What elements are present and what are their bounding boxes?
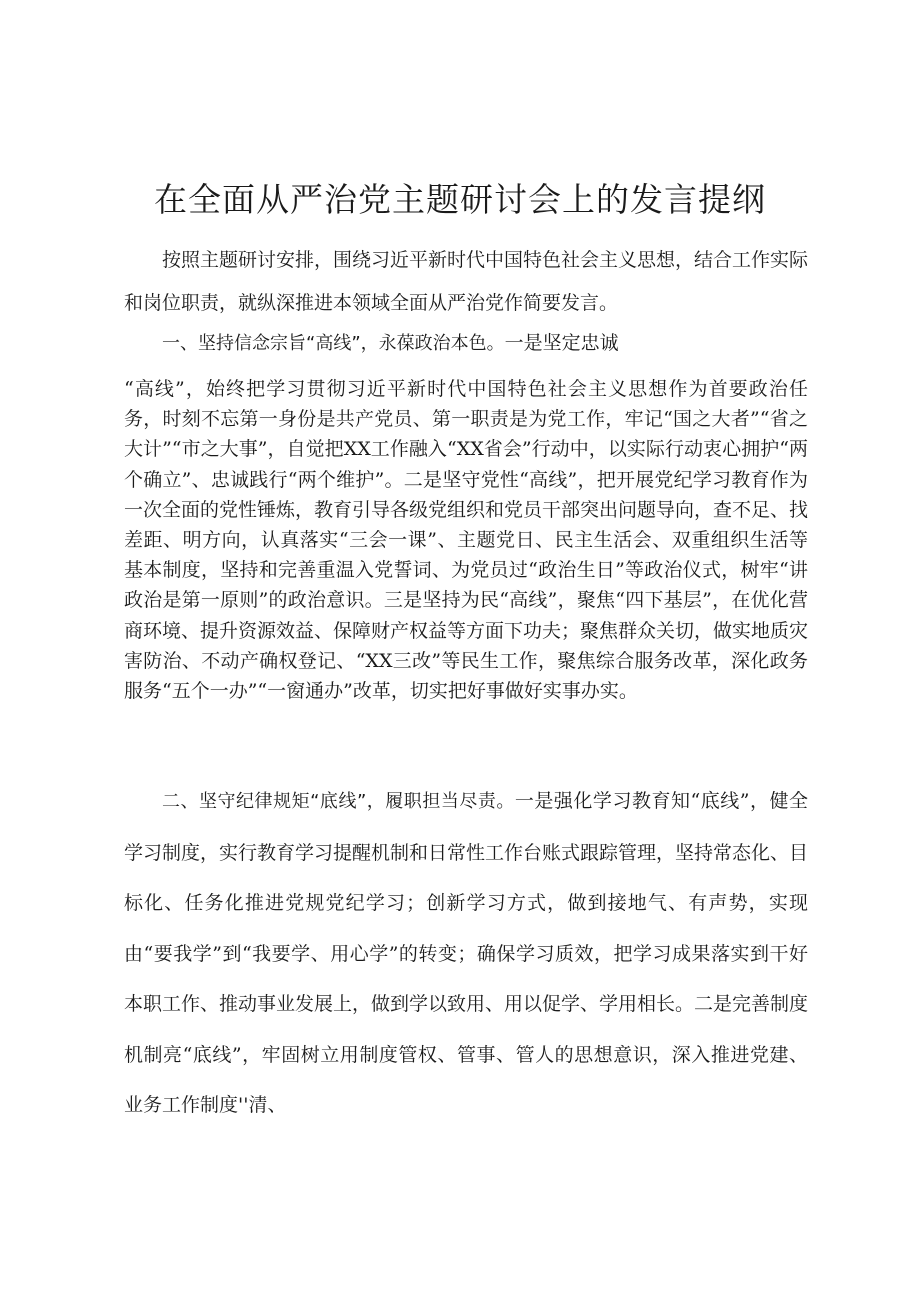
section2-paragraph <box>124 776 808 1131</box>
section2-body: 一是强化学习教育知“底线”，健全学习制度，实行教育学习提醒机制和日常性工作台账式跟踪管理，坚持常态化、目标化、任务化推进党规党纪学习；创新学习方式，做到接地气、有声势，实现由“要我学”到“我要学、用心学”的转变；确保学习质效，把学习成果落实到干好本职工作、推动事业发展上，做到学以致用、用以促学、学用相长。二是完善制度机制亮“底线”，牢固树立用制度管权、管事、管人的思想意识，深入推进党建、业务工作制度''清、 <box>124 790 809 1116</box>
document-title: 在全面从严治党主题研讨会上的发言提纲 <box>154 180 766 219</box>
section1-heading-line <box>124 327 808 360</box>
section1-lead: 一是坚定忠诚 <box>504 332 619 354</box>
section2-heading: 二、坚守纪律规矩“底线”，履职担当尽责。 <box>162 791 515 812</box>
section1-body: “高线”，始终把学习贯彻习近平新时代中国特色社会主义思想作为首要政治任务，时刻不忘第一身份是共产党员、第一职责是为党工作，牢记“国之大者”“省之大计”“市之大事”，自觉把XX工作融入“XX省会”行动中，以实际行动衷心拥护“两个确立”、忠诚践行“两个维护”。二是坚守党性“高线”，把开展党纪学习教育作为一次全面的党性锤炼，教育引导各级党组织和党员干部突出问题导向，查不足、找差距、明方向，认真落实“三会一课”、主题党日、民主生活会、双重组织生活等基本制度，坚持和完善重温入党誓词、为党员过“政治生日”等政治仪式，树牢“讲政治是第一原则”的政治意识。三是坚持为民“高线”，聚焦“四下基层”，在优化营商环境、提升资源效益、保障财产权益等方面下功夫；聚焦群众关切，做实地质灾害防治、不动产确权登记、“XX三改”等民生工作，聚焦综合服务改革，深化政务服务“五个一办”“一窗通办”改革，切实把好事做好实事办实。 <box>124 378 809 703</box>
intro-paragraph: 按照主题研讨安排，围绕习近平新时代中国特色社会主义思想，结合工作实际和岗位职责，就纵深推进本领域全面从严治党作简要发言。 <box>124 249 809 314</box>
section1-heading: 一、坚持信念宗旨“高线”，永葆政治本色。 <box>162 333 505 354</box>
